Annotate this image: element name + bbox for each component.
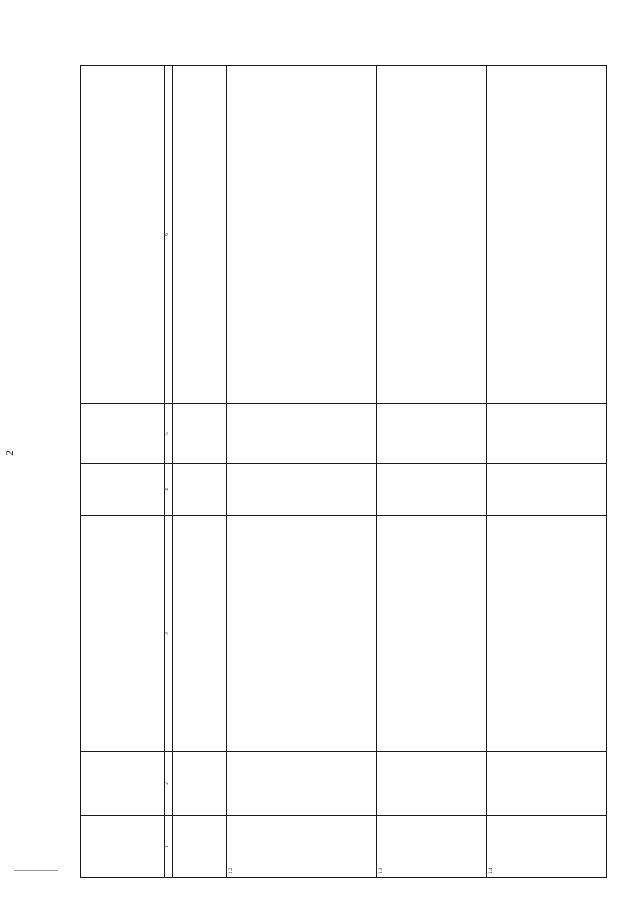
row-executor [377, 404, 487, 464]
column-number: 2 [165, 752, 173, 816]
column-number: 3 [165, 516, 173, 752]
table-row [173, 66, 227, 878]
header-executor [81, 404, 165, 464]
row-content [487, 516, 607, 752]
row-period [487, 464, 607, 516]
table-row [377, 66, 487, 878]
row-status: 1.2 [227, 816, 377, 878]
row-status: 1.3 [377, 816, 487, 878]
header-status [81, 816, 165, 878]
header-period [81, 464, 165, 516]
row-period [173, 464, 227, 516]
column-number-row [165, 66, 173, 878]
row-executor [487, 404, 607, 464]
row-period [227, 464, 377, 516]
header-program-item-name [81, 752, 165, 816]
row-result [173, 66, 227, 404]
header-expected-result [81, 66, 165, 404]
row-status: 1.4 [487, 816, 607, 878]
row-content [227, 516, 377, 752]
column-number: 6 [165, 66, 173, 404]
table-row [227, 66, 377, 878]
table-body [173, 66, 607, 878]
row-name [487, 752, 607, 816]
column-number: 1 [165, 816, 173, 878]
table-row [487, 66, 607, 878]
row-content [173, 516, 227, 752]
row-name [377, 752, 487, 816]
row-executor [227, 404, 377, 464]
row-result [377, 66, 487, 404]
page-number: 2 [3, 450, 16, 456]
row-period [377, 464, 487, 516]
measures-table [80, 65, 607, 878]
header-event-name-content [81, 516, 165, 752]
table-header [81, 66, 173, 878]
row-name [227, 752, 377, 816]
row-executor [173, 404, 227, 464]
rotated-sheet [80, 66, 606, 878]
row-result [487, 66, 607, 404]
row-result [227, 66, 377, 404]
row-content [377, 516, 487, 752]
binding-rule [14, 870, 58, 871]
row-name [173, 752, 227, 816]
row-status [173, 816, 227, 878]
column-number: 5 [165, 404, 173, 464]
column-number: 4 [165, 464, 173, 516]
